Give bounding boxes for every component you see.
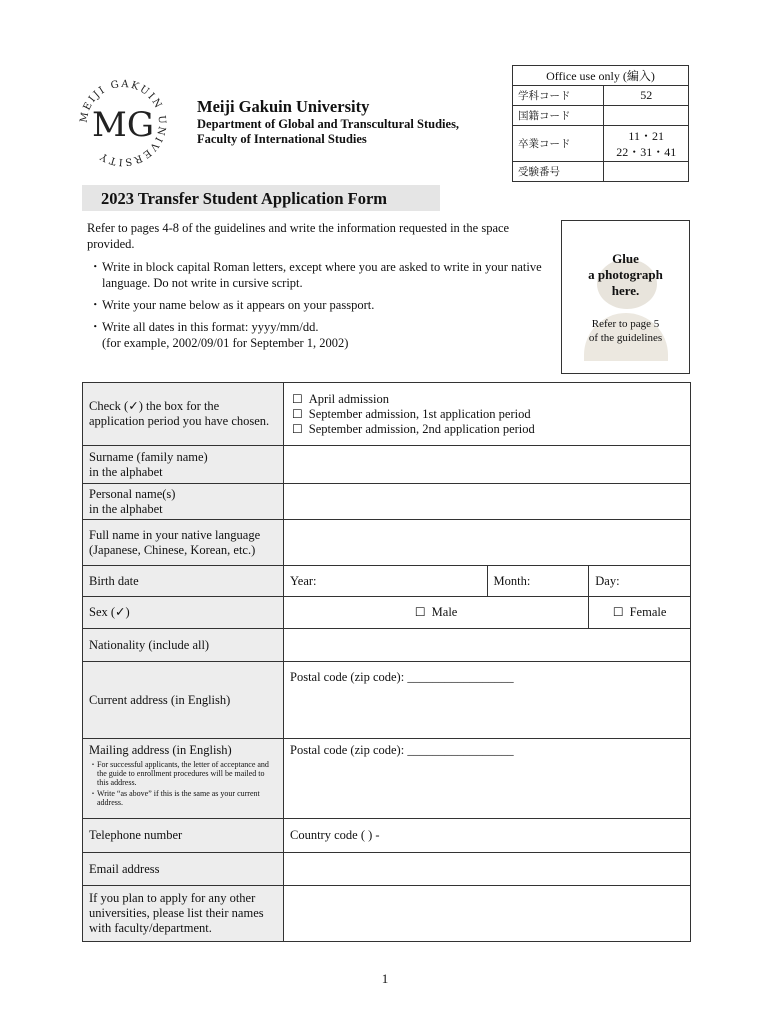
university-logo bbox=[78, 78, 168, 168]
department-name: Department of Global and Transcultural Studies, Faculty of International Studies bbox=[197, 117, 460, 146]
surname-label: Surname (family name) in the alphabet bbox=[83, 446, 284, 484]
mailing-note: ・ For successful applicants, the letter of acceptance and the guide to enrollment procedures will be mailed to this address. bbox=[89, 760, 269, 787]
birth-month-field[interactable]: Month: bbox=[487, 566, 589, 597]
form-title: 2023 Transfer Student Application Form bbox=[101, 189, 388, 208]
surname-field[interactable] bbox=[284, 446, 691, 484]
personal-name-label: Personal name(s) in the alphabet bbox=[83, 484, 284, 520]
office-label: 学科コード bbox=[513, 86, 604, 106]
telephone-field[interactable]: Country code ( ) - bbox=[284, 819, 691, 853]
other-universities-label: If you plan to apply for any other universities, please list their names with faculty/department. bbox=[83, 886, 284, 942]
mailing-note: ・ Write “as above” if this is the same as your current address. bbox=[89, 789, 260, 807]
office-label: 国籍コード bbox=[513, 106, 604, 126]
office-use-box bbox=[512, 65, 689, 182]
email-label: Email address bbox=[83, 853, 284, 886]
birth-date-label: Birth date bbox=[83, 566, 284, 597]
mailing-address-label: Mailing address (in English) ・ For successful applicants, the letter of acceptance and the guide to enrollment procedures will be mailed to this address. ・ Write “as above” if this is the same as your current address. bbox=[83, 739, 284, 819]
intro-text: Refer to pages 4-8 of the guidelines and write the information requested in the space provided. bbox=[87, 221, 510, 251]
office-value bbox=[604, 162, 689, 182]
photo-box[interactable] bbox=[561, 220, 690, 374]
current-address-field[interactable] bbox=[284, 662, 691, 739]
period-option-sept-1[interactable]: ☐ September admission, 1st application period bbox=[292, 406, 531, 421]
sex-option-male[interactable]: ☐ Male bbox=[284, 597, 589, 629]
logo-monogram: MG bbox=[92, 105, 154, 145]
office-label: 卒業コード bbox=[513, 126, 604, 162]
sex-label: Sex (✓) bbox=[83, 597, 284, 629]
email-field[interactable] bbox=[284, 853, 691, 886]
office-value: 52 bbox=[604, 86, 689, 106]
instruction-list bbox=[87, 259, 557, 357]
native-name-field[interactable] bbox=[284, 520, 691, 566]
instruction-item: ・ Write in block capital Roman letters, except where you are asked to write in your native language. Do not write in cursive script. bbox=[89, 260, 542, 290]
postal-code-label: Postal code (zip code): _________________ bbox=[290, 743, 514, 757]
university-name: Meiji Gakuin University bbox=[197, 97, 370, 116]
birth-year-field[interactable]: Year: bbox=[284, 566, 488, 597]
logo-ring-text: MEIJI GAKUIN UNIVERSITY bbox=[78, 78, 168, 168]
office-use-heading: Office use only (編入) bbox=[513, 66, 689, 86]
current-address-label: Current address (in English) bbox=[83, 662, 284, 739]
glue-photo-text: Glue a photograph here. bbox=[588, 251, 663, 298]
period-option-sept-2[interactable]: ☐ September admission, 2nd application period bbox=[292, 421, 535, 436]
mailing-address-field[interactable] bbox=[284, 739, 691, 819]
office-label: 受験番号 bbox=[513, 162, 604, 182]
personal-name-field[interactable] bbox=[284, 484, 691, 520]
postal-code-label: Postal code (zip code): _________________ bbox=[290, 670, 514, 684]
application-form-table bbox=[82, 382, 691, 942]
sex-option-female[interactable]: ☐ Female bbox=[589, 597, 691, 629]
office-value bbox=[604, 106, 689, 126]
instruction-item-example: (for example, 2002/09/01 for September 1, 2002) bbox=[102, 336, 349, 350]
period-label: Check (✓) the box for the application period you have chosen. bbox=[83, 383, 284, 446]
telephone-label: Telephone number bbox=[83, 819, 284, 853]
instruction-item: ・ Write all dates in this format: yyyy/mm/dd. bbox=[89, 320, 319, 334]
office-value: 11・21 22・31・41 bbox=[604, 126, 689, 162]
instruction-item: ・ Write your name below as it appears on your passport. bbox=[89, 298, 375, 312]
period-option-april[interactable]: ☐ April admission bbox=[292, 391, 389, 406]
birth-day-field[interactable]: Day: bbox=[589, 566, 691, 597]
page-number: 1 bbox=[381, 971, 389, 986]
nationality-label: Nationality (include all) bbox=[83, 629, 284, 662]
native-name-label: Full name in your native language (Japanese, Chinese, Korean, etc.) bbox=[83, 520, 284, 566]
nationality-field[interactable] bbox=[284, 629, 691, 662]
photo-reference-text: Refer to page 5 of the guidelines bbox=[588, 318, 663, 344]
other-universities-field[interactable] bbox=[284, 886, 691, 942]
